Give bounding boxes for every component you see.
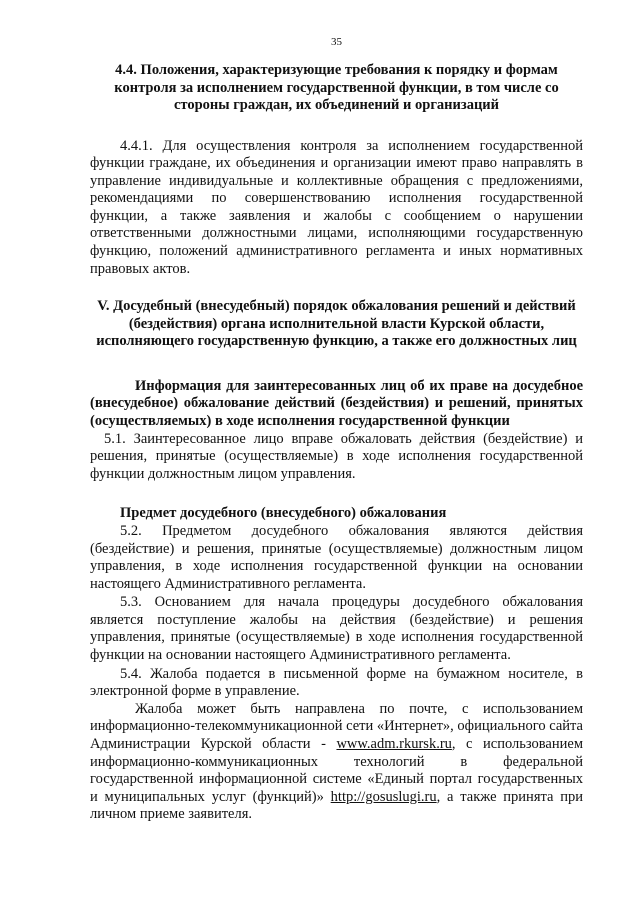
paragraph-5-4: 5.4. Жалоба подается в письменной форме на бумажном носителе, в электронной форме в управление. <box>90 665 583 700</box>
paragraph-4-4-1: 4.4.1. Для осуществления контроля за исполнением государственной функции граждане, их объединения и организации имеют право направлять в управление индивидуальные и коллективные обращения с предложениями, рекомендациями по совершенствованию исполнения государственной функции, а также заявления и жалобы с сообщением о нарушении ответственными должностными лицами, исполняющими государственную функцию, положений административного регламента и иных нормативных правовых актов. <box>90 137 583 277</box>
complaint-text-part1: Жалоба может быть направлена по почте, с использованием информационно-телекоммуникационной сети «Интернет», официального сайта Администрации Курской области - <box>90 700 583 753</box>
complaint-text-part2: , с использованием информационно-коммуникационных технологий в федеральной государственной информационной системе «Единый портал государственных и муниципальных услуг (функций)» <box>90 736 583 805</box>
gosuslugi-link[interactable]: http://gosuslugi.ru <box>330 788 437 805</box>
document-page <box>90 36 583 824</box>
section-4-4-heading: 4.4. Положения, характеризующие требования к порядку и формам контроля за исполнением государственной функции, в том числе со стороны граждан, их объединений и организаций <box>114 62 559 113</box>
paragraph-5-2: 5.2. Предметом досудебного обжалования являются действия (бездействие) и решения, принятые (осуществляемые) должностным лицом управления, в ходе исполнения государственной функции на основании настоящего Административного регламента. <box>90 522 583 592</box>
subject-heading: Предмет досудебного (внесудебного) обжалования <box>120 505 447 522</box>
page-number: 35 <box>331 36 342 48</box>
complaint-text-part3: , а также принята при личном приеме заявителя. <box>90 788 583 823</box>
paragraph-5-3: 5.3. Основанием для начала процедуры досудебного обжалования является поступление жалобы на действия (бездействие) и решения управления, принятые (осуществляемые) в ходе исполнения государственной функции на основании настоящего Административного регламента. <box>90 594 583 664</box>
adm-rkursk-link[interactable]: www.adm.rkursk.ru <box>336 736 452 753</box>
info-heading: Информация для заинтересованных лиц об их праве на досудебное (внесудебное) обжалование действий (бездействия) и решений, принятых (осуществляемых) в ходе исполнения государственной функции <box>90 377 583 429</box>
paragraph-5-4-complaint <box>90 701 583 824</box>
paragraph-5-1: 5.1. Заинтересованное лицо вправе обжаловать действия (бездействие) и решения, принятые (осуществляемые) в ходе исполнения государственной функции должностным лицом управления. <box>90 430 583 482</box>
section-v-heading: V. Досудебный (внесудебный) порядок обжалования решений и действий (бездействия) органа исполнительной власти Курской области, исполняющего государственную функцию, а также его должностных лиц <box>96 298 577 350</box>
